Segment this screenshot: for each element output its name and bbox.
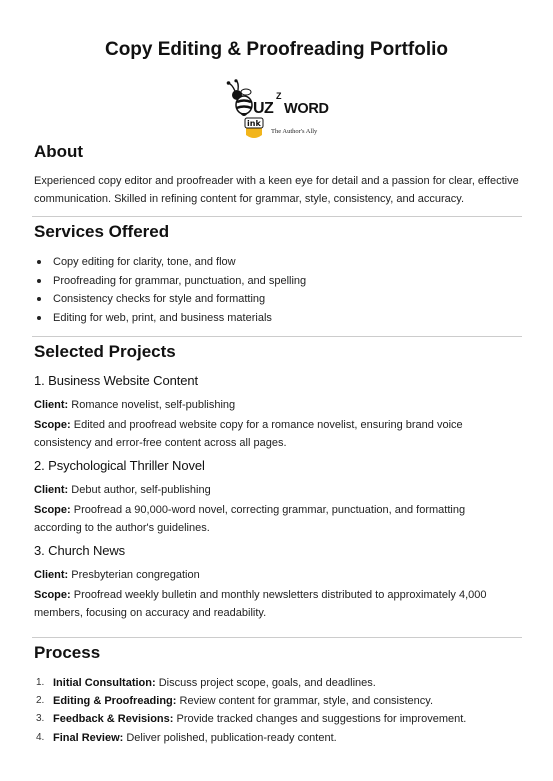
client-label: Client: xyxy=(34,484,69,496)
project-scope xyxy=(34,501,522,537)
project-title: 1. Business Website Content xyxy=(34,373,198,388)
services-section xyxy=(34,222,522,328)
step-text: Provide tracked changes and suggestions for improvement. xyxy=(176,713,467,726)
step-label: Feedback & Revisions: xyxy=(53,713,174,726)
scope-line-2: consistency and error-free content across all pages. xyxy=(34,437,287,449)
process-section xyxy=(34,643,522,747)
divider xyxy=(32,637,522,638)
logo-brand-right: WORD xyxy=(284,101,329,117)
process-list xyxy=(34,674,522,747)
step-text: Deliver polished, publication-ready content. xyxy=(126,731,337,744)
logo-badge-text: ink xyxy=(247,119,261,128)
step-text: Discuss project scope, goals, and deadlines. xyxy=(158,677,376,689)
process-step xyxy=(34,710,522,728)
scope-line-1: Proofread weekly bulletin and monthly newsletters distributed to approximately 4,000 xyxy=(73,589,487,601)
client-label: Client: xyxy=(34,569,69,581)
about-section xyxy=(34,142,522,208)
client-value: Presbyterian congregation xyxy=(71,569,200,581)
divider xyxy=(32,216,522,217)
services-list xyxy=(34,253,522,328)
project-client xyxy=(34,396,522,414)
services-heading: Services Offered xyxy=(34,222,170,241)
step-number: 4. xyxy=(36,731,45,743)
project-item xyxy=(34,373,522,452)
process-step xyxy=(34,729,522,747)
divider xyxy=(32,336,522,337)
step-number: 3. xyxy=(36,713,45,725)
list-item: Editing for web, print, and business materials xyxy=(34,309,522,328)
about-heading: About xyxy=(34,142,84,161)
projects-heading: Selected Projects xyxy=(34,342,176,361)
step-text: Review content for grammar, style, and consistency. xyxy=(179,695,434,708)
project-item xyxy=(34,458,522,537)
project-title: 3. Church News xyxy=(34,543,126,558)
projects-section xyxy=(34,342,522,622)
scope-line-2: according to the author's guidelines. xyxy=(34,522,210,534)
client-label: Client: xyxy=(34,399,69,411)
logo-brand-left: UZ xyxy=(253,100,274,117)
list-item: Consistency checks for style and formatting xyxy=(34,290,522,309)
project-item xyxy=(34,543,522,622)
about-text: Experienced copy editor and proofreader with a keen eye for detail and a passion for clear, effective communication. Skilled in refining content for grammar, style, consistency, and accuracy. xyxy=(34,175,519,205)
scope-label: Scope: xyxy=(34,589,71,601)
logo-brand-z: Z xyxy=(276,91,282,101)
process-step xyxy=(34,692,522,710)
client-value: Debut author, self-publishing xyxy=(71,484,211,496)
logo-tagline: The Author's Ally xyxy=(271,128,318,135)
process-step xyxy=(34,674,522,692)
project-scope xyxy=(34,586,522,622)
process-heading: Process xyxy=(34,643,101,662)
scope-label: Scope: xyxy=(34,419,71,431)
step-number: 2. xyxy=(36,695,45,707)
list-item: Copy editing for clarity, tone, and flow xyxy=(34,253,522,272)
project-client xyxy=(34,566,522,584)
step-number: 1. xyxy=(36,677,45,688)
scope-line-1: Proofread a 90,000-word novel, correcting grammar, punctuation, and formatting xyxy=(73,504,466,516)
buzzword-logo xyxy=(226,79,330,141)
client-value: Romance novelist, self-publishing xyxy=(71,399,236,411)
scope-label: Scope: xyxy=(34,504,71,516)
list-item: Proofreading for grammar, punctuation, and spelling xyxy=(34,272,522,291)
step-label: Editing & Proofreading: xyxy=(53,695,177,708)
scope-line-2: members, focusing on accuracy and readability. xyxy=(34,607,267,619)
scope-line-1: Edited and proofread website copy for a romance novelist, ensuring brand voice xyxy=(73,419,463,431)
project-scope xyxy=(34,416,522,452)
project-client xyxy=(34,481,522,499)
step-label: Initial Consultation: xyxy=(53,677,156,689)
page-title: Copy Editing & Proofreading Portfolio xyxy=(104,39,449,60)
step-label: Final Review: xyxy=(53,731,124,744)
project-title: 2. Psychological Thriller Novel xyxy=(34,458,205,473)
